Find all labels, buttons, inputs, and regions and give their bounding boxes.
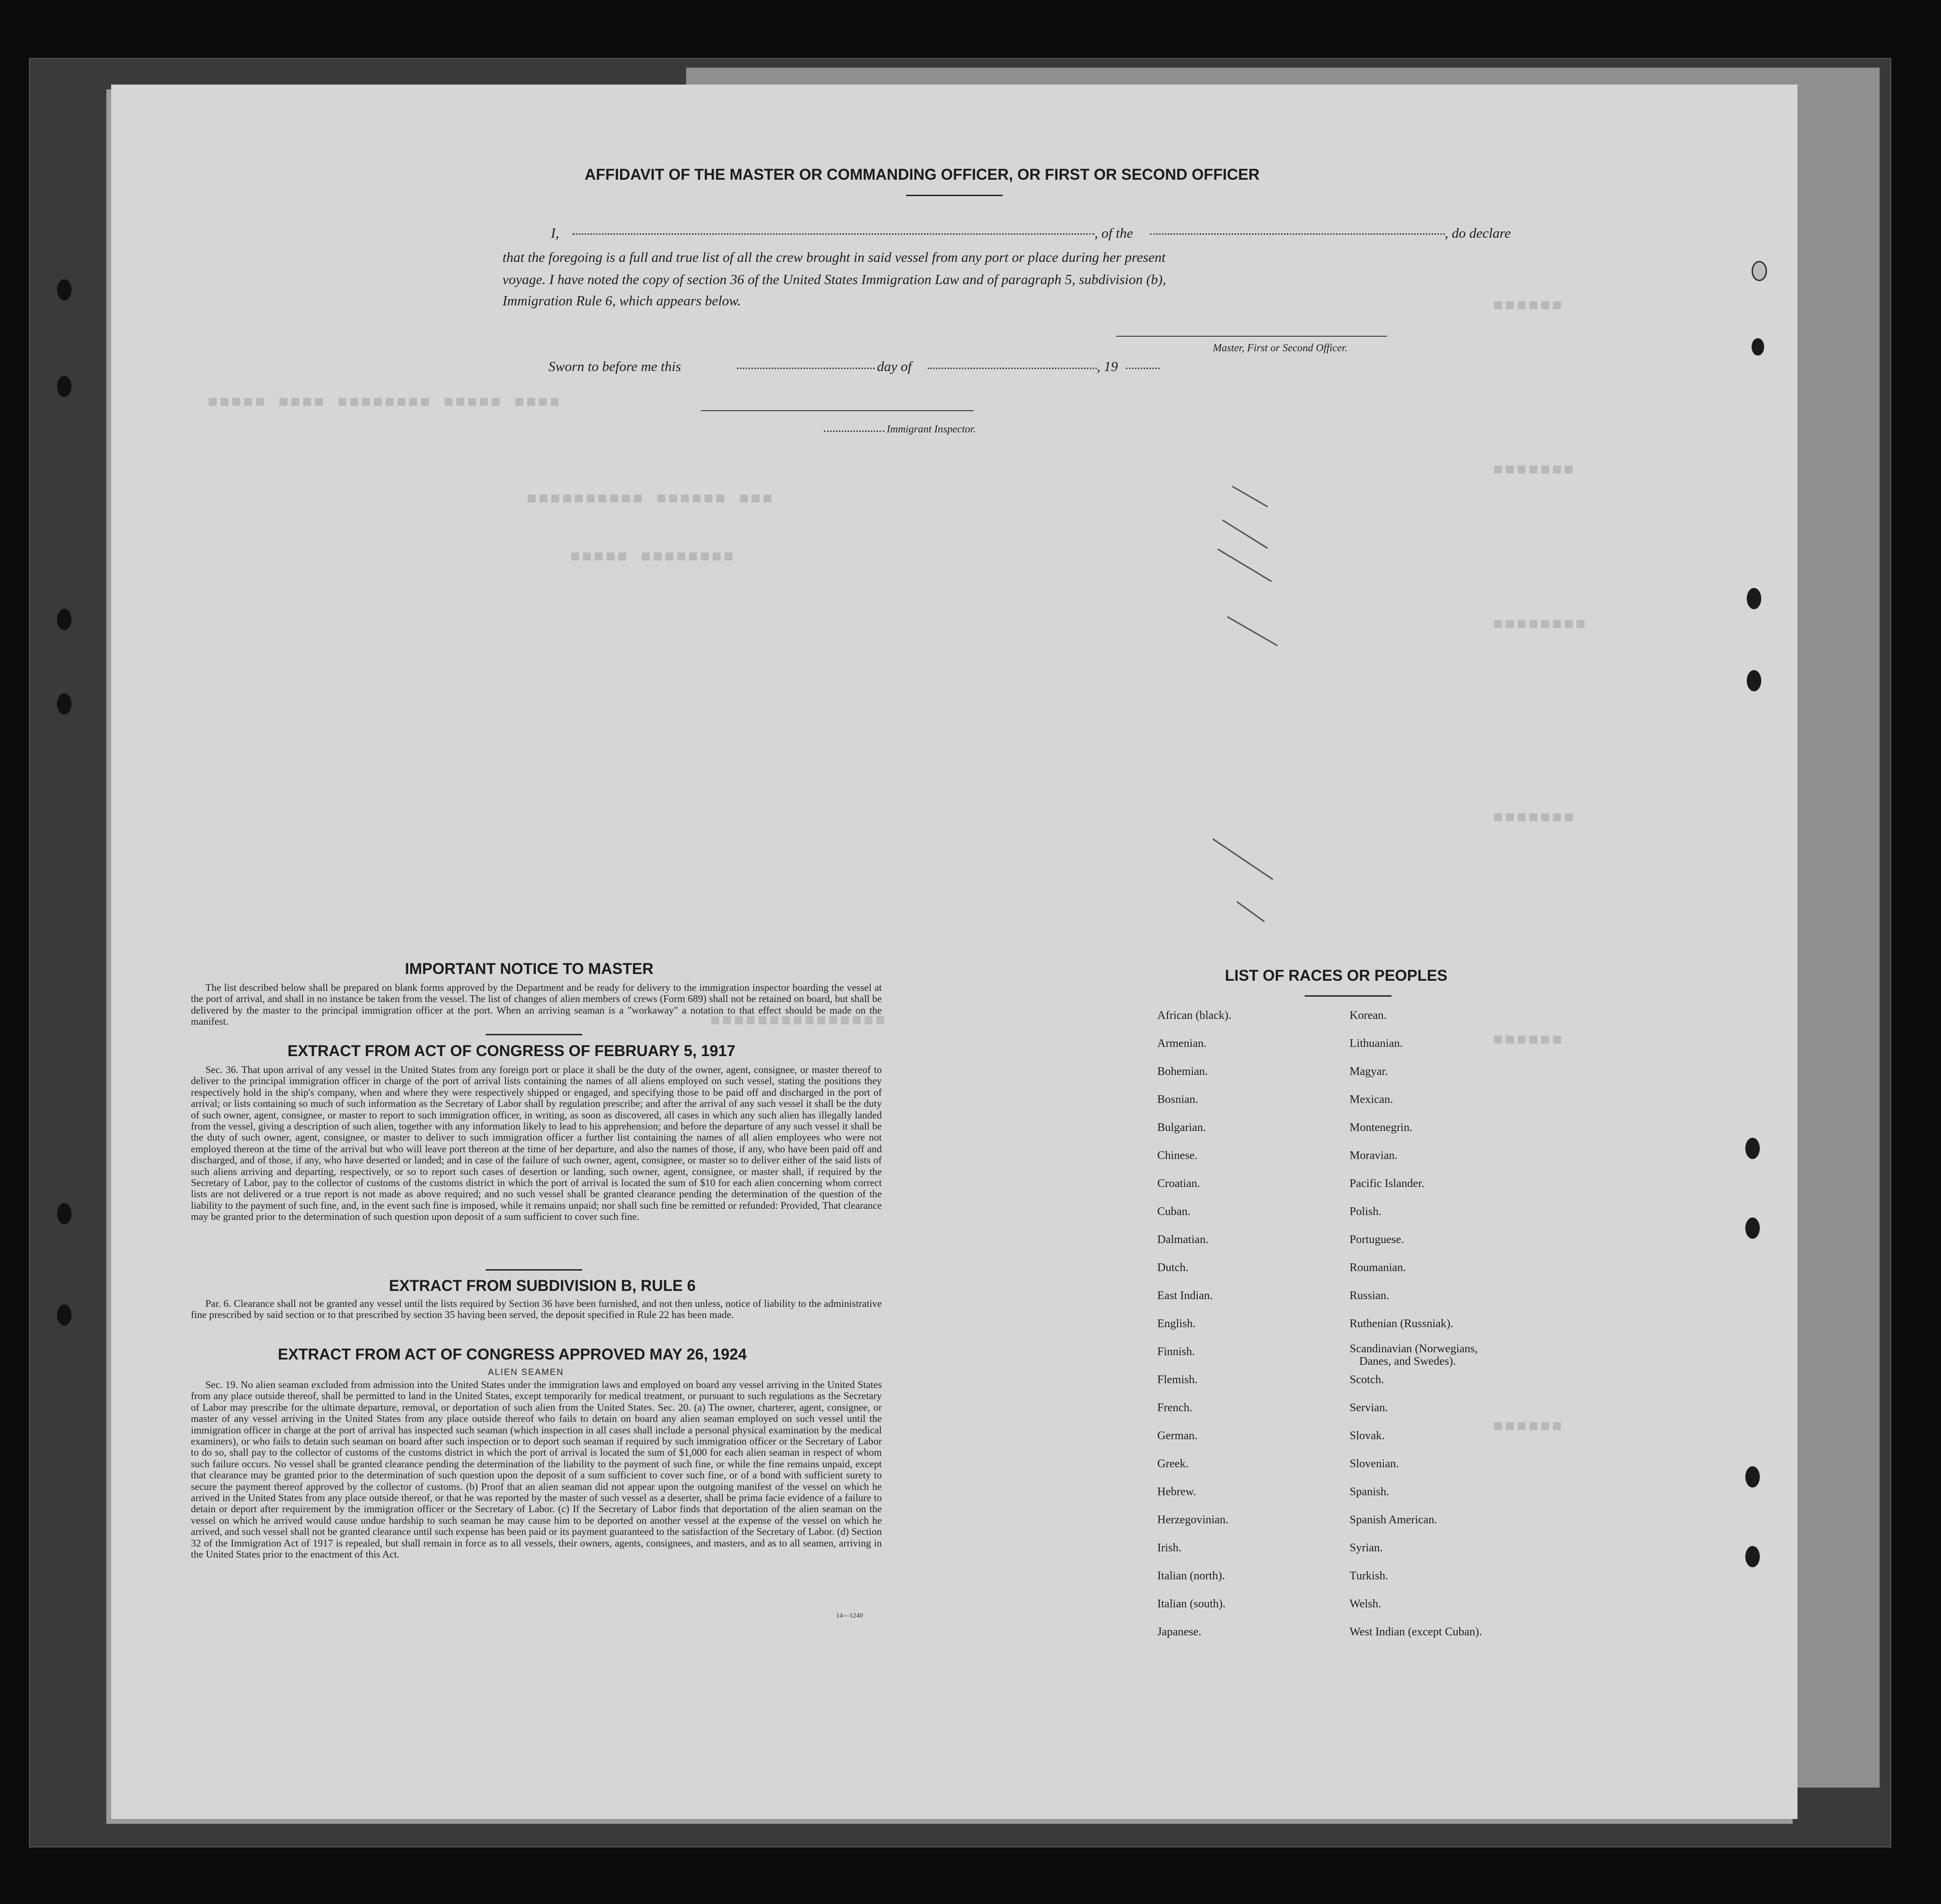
bleed-through: ■■■■■■ [1493,1418,1564,1436]
extract-1917-title: EXTRACT FROM ACT OF CONGRESS OF FEBRUARY 5, 1917 [288,1042,735,1059]
race-item: Lithuanian. [1350,1037,1403,1050]
form-number: 14—1240 [836,1612,863,1619]
race-item: Danes, and Swedes). [1359,1355,1456,1368]
bleed-through: ■■■■■■■■■■■■■■■ [710,1012,888,1031]
race-item: Hebrew. [1157,1486,1196,1498]
race-item: Syrian. [1350,1542,1383,1554]
race-item: Japanese. [1157,1626,1202,1638]
inspector-signature-line[interactable] [701,410,974,411]
race-item: Scandinavian (Norwegians, [1350,1343,1478,1355]
races-underline [1305,995,1392,997]
race-item: Montenegrin. [1350,1121,1412,1134]
race-item: Korean. [1350,1009,1387,1022]
race-item: Chinese. [1157,1149,1198,1162]
race-item: Russian. [1350,1289,1390,1302]
race-item: Irish. [1157,1542,1181,1554]
name-blank[interactable] [573,233,1094,235]
section-divider [486,1034,582,1035]
bleed-through: ■■■■■ ■■■■■■■■ [570,548,735,567]
race-item: East Indian. [1157,1289,1213,1302]
race-item: German. [1157,1430,1198,1442]
extract-1924-title: EXTRACT FROM ACT OF CONGRESS APPROVED MAY 26, 1924 [278,1346,747,1363]
bleed-through: ■■■■■ ■■■■ ■■■■■■■■ ■■■■■ ■■■■ [208,394,562,412]
bleed-through: ■■■■■■■■ [1493,616,1588,634]
race-item: Portuguese. [1350,1233,1404,1246]
race-item: Ruthenian (Russniak). [1350,1317,1453,1330]
race-item: Italian (north). [1157,1570,1225,1582]
pencil-mark [1232,486,1268,507]
race-item: Pacific Islander. [1350,1177,1424,1190]
punch-hole [1745,1217,1760,1239]
punch-hole [57,1304,72,1326]
signature-caption: Master, First or Second Officer. [1213,342,1348,354]
declaration-line: that the foregoing is a full and true list of all the crew brought in said vessel from any port or place during her present [503,250,1166,265]
race-item: Cuban. [1157,1205,1191,1218]
punch-hole [1745,1466,1760,1488]
race-item: Scotch. [1350,1374,1384,1386]
extract-rule6-title: EXTRACT FROM SUBDIVISION B, RULE 6 [389,1277,696,1294]
bleed-through: ■■■■■■■■■■ ■■■■■■ ■■■ [527,490,775,509]
declaration-line: voyage. I have noted the copy of section 36 of the United States Immigration Law and of paragraph 5, subdivision (b), [503,272,1166,287]
extract-1917-text: Sec. 36. That upon arrival of any vessel in the United States from any foreign port or place it shall be the duty of the owner, agent, consignee, or master thereof to deliver to the principal immigration officer in charge of the port of arrival lists containing the names of all aliens employed on such vessel, stating the positions they respectively hold in the ship's company, when and where they were respectively shipped or engaged, and specifying those to be paid off and discharged in the port of arrival; or lists containing so much of such information as the Secretary of Labor shall by regulation prescribe; and after the arrival of any such vessel it shall be the duty of such owner, agent, consignee, or master to report to such immigration officer, in writing, as soon as discovered, all cases in which any such alien has illegally landed from the vessel, giving a description of such alien, together with any information likely to lead to his apprehension; and before the departure of any such vessel it shall be the duty of such owner, agent, consignee, or master to deliver to such immigration officer a further list containing the names of all alien employees who were not employed thereon at the time of the arrival but who will leave port thereon at the time of her departure, and also the names of those, if any, who have been paid off and discharged, and of those, if any, who have deserted or landed; and in case of the failure of such owner, agent, consignee, or master so to deliver either of the said lists of such aliens arriving and departing, respectively, or so to report such cases of desertion or landing, such owner, agent, consignee, or master shall, if required by the Secretary of Labor, pay to the collector of customs of the customs district in which the port of arrival is located the sum of $10 for each alien concerning whom correct lists are not delivered or a true report is not made as above required; and no such vessel shall be granted clearance pending the determination of the question of the liability to the payment of such fine, and, in the event such fine is imposed, while it remains unpaid; nor shall such fine be remitted or refunded: Provided, That clearance may be granted prior to the determination of such question upon deposit of a sum sufficient to cover such fine. [191,1064,882,1223]
section-divider [486,1269,582,1271]
punch-hole [1752,338,1764,356]
race-item: Bulgarian. [1157,1121,1206,1134]
race-item: Italian (south). [1157,1598,1226,1610]
race-item: Greek. [1157,1458,1189,1470]
declare-mid: , of the [1094,226,1133,241]
punch-hole [1745,1138,1760,1159]
race-item: Servian. [1350,1402,1388,1414]
punch-hole [57,693,72,715]
race-item: Polish. [1350,1205,1382,1218]
race-item: Mexican. [1350,1093,1393,1106]
race-item: Croatian. [1157,1177,1200,1190]
master-signature-line[interactable] [1116,336,1387,337]
punch-hole [1752,261,1767,281]
race-item: Spanish American. [1350,1514,1438,1526]
pencil-mark [1222,519,1268,549]
race-item: Spanish. [1350,1486,1390,1498]
race-item: Bohemian. [1157,1065,1208,1078]
vessel-blank[interactable] [1150,233,1445,235]
race-item: Dalmatian. [1157,1233,1208,1246]
bleed-through: ■■■■■■■ [1493,809,1576,828]
inspector-caption: Immigrant Inspector. [887,423,976,435]
bleed-through: ■■■■■■ [1493,297,1564,315]
race-item: English. [1157,1317,1196,1330]
punch-hole [1747,670,1761,691]
pencil-mark [1227,616,1278,646]
race-item: Dutch. [1157,1261,1189,1274]
race-item: Bosnian. [1157,1093,1198,1106]
declaration-line: Immigration Rule 6, which appears below. [503,293,741,309]
punch-hole [1747,588,1761,609]
race-item: Armenian. [1157,1037,1207,1050]
notice-title: IMPORTANT NOTICE TO MASTER [405,960,654,977]
pencil-mark [1236,901,1265,922]
race-item: Slovenian. [1350,1458,1399,1470]
races-title: LIST OF RACES OR PEOPLES [1225,967,1448,984]
race-item: Magyar. [1350,1065,1388,1078]
declare-suffix: , do declare [1445,226,1511,241]
affidavit-sheet [111,85,1797,1819]
race-item: French. [1157,1402,1193,1414]
race-item: Slovak. [1350,1430,1385,1442]
race-item: West Indian (except Cuban). [1350,1626,1482,1638]
race-item: Welsh. [1350,1598,1381,1610]
year-blank[interactable] [1126,368,1160,369]
punch-hole [57,1203,72,1224]
race-item: Roumanian. [1350,1261,1406,1274]
punch-hole [1745,1546,1760,1567]
declare-prefix: I, [551,226,559,241]
bleed-through: ■■■■■■ [1493,1031,1564,1050]
punch-hole [57,376,72,397]
race-item: Turkish. [1350,1570,1388,1582]
punch-hole [57,609,72,630]
race-item: Moravian. [1350,1149,1398,1162]
extract-rule6-text: Par. 6. Clearance shall not be granted any vessel until the lists required by Section 36 have been furnished, and not then unless, notice of liability to the administrative fine prescribed by said section or to that prescribed by section 35 having been served, the deposit specified in Rule 22 has been made. [191,1298,882,1321]
notice-text: The list described below shall be prepared on blank forms approved by the Department and be ready for delivery to the immigration inspector boarding the vessel at the port of arrival, and shall in no instance be taken from the vessel. The list of changes of alien members of crews (Form 689) shall not be retained on board, but shall be delivered by the master to the principal immigration officer at the port. When an arriving seaman is a "workaway" a notation to that effect should be made on the manifest. [191,982,882,1028]
race-item: Herzegovinian. [1157,1514,1229,1526]
race-item: African (black). [1157,1009,1232,1022]
pencil-mark [1217,548,1272,582]
extract-1924-text: Sec. 19. No alien seaman excluded from admission into the United States under the immigration laws and employed on board any vessel arriving in the United States from any place outside thereof, shall be permitted to land in the United States, except temporarily for medical treatment, or pursuant to such regulations as the Secretary of Labor may prescribe for the ultimate departure, removal, or deportation of such alien from the United States. Sec. 20. (a) The owner, charterer, agent, consignee, or master of any vessel arriving in the United States from any place outside thereof who fails to detain on board any alien seaman employed on such vessel until the immigration officer in charge at the port of arrival has inspected such seaman (which inspection in all cases shall include a personal physical examination by the medical examiners), or who fails to detain such seaman on board after such inspection or to deport such seaman if required by such immigration officer or the Secretary of Labor to do so, shall pay to the collector of customs of the customs district in which the port of arrival is located the sum of $1,000 for each alien seaman in respect of whom such failure occurs. No vessel shall be granted clearance pending the determination of the liability to the payment of such fine, or while the fine remains unpaid, except that clearance may be granted prior to the determination of such question upon the deposit of a sum sufficient to cover such fine, or of a bond with sufficient surety to secure the payment thereof approved by the collector of customs. (b) Proof that an alien seaman did not appear upon the outgoing manifest of the vessel on which he arrived in the United States from any place outside thereof, or that he was reported by the master of such vessel as a deserter, shall be prima facie evidence of a failure to detain or deport after requirement by the immigration officer or the Secretary of Labor. (c) If the Secretary of Labor finds that deportation of the alien seaman on the vessel on which he arrived would cause undue hardship to such seaman he may cause him to be deported on another vessel at the expense of the vessel on which he arrived, and such vessel shall not be granted clearance until such expense has been paid or its payment guaranteed to the satisfaction of the Secretary of Labor. (d) Section 32 of the Immigration Act of 1917 is repealed, but shall remain in force as to all vessels, their owners, agents, consignees, and masters, and as to all seamen, arriving in the United States prior to the enactment of this Act. [191,1379,882,1560]
title-underline [906,195,1003,196]
inspector-dotted [824,430,884,432]
bleed-through: ■■■■■■■ [1493,461,1576,480]
month-blank[interactable] [928,368,1097,369]
sworn-label: Sworn to before me this [548,359,681,374]
sworn-day-blank[interactable] [737,368,875,369]
year-label: , 19 [1097,359,1118,374]
alien-seamen-subtitle: ALIEN SEAMEN [488,1367,564,1377]
pencil-mark [1212,838,1273,880]
affidavit-title: AFFIDAVIT OF THE MASTER OR COMMANDING OFFICER, OR FIRST OR SECOND OFFICER [585,166,1260,183]
punch-hole [57,279,72,301]
race-item: Flemish. [1157,1374,1198,1386]
day-of-label: day of [877,359,912,374]
race-item: Finnish. [1157,1346,1195,1358]
